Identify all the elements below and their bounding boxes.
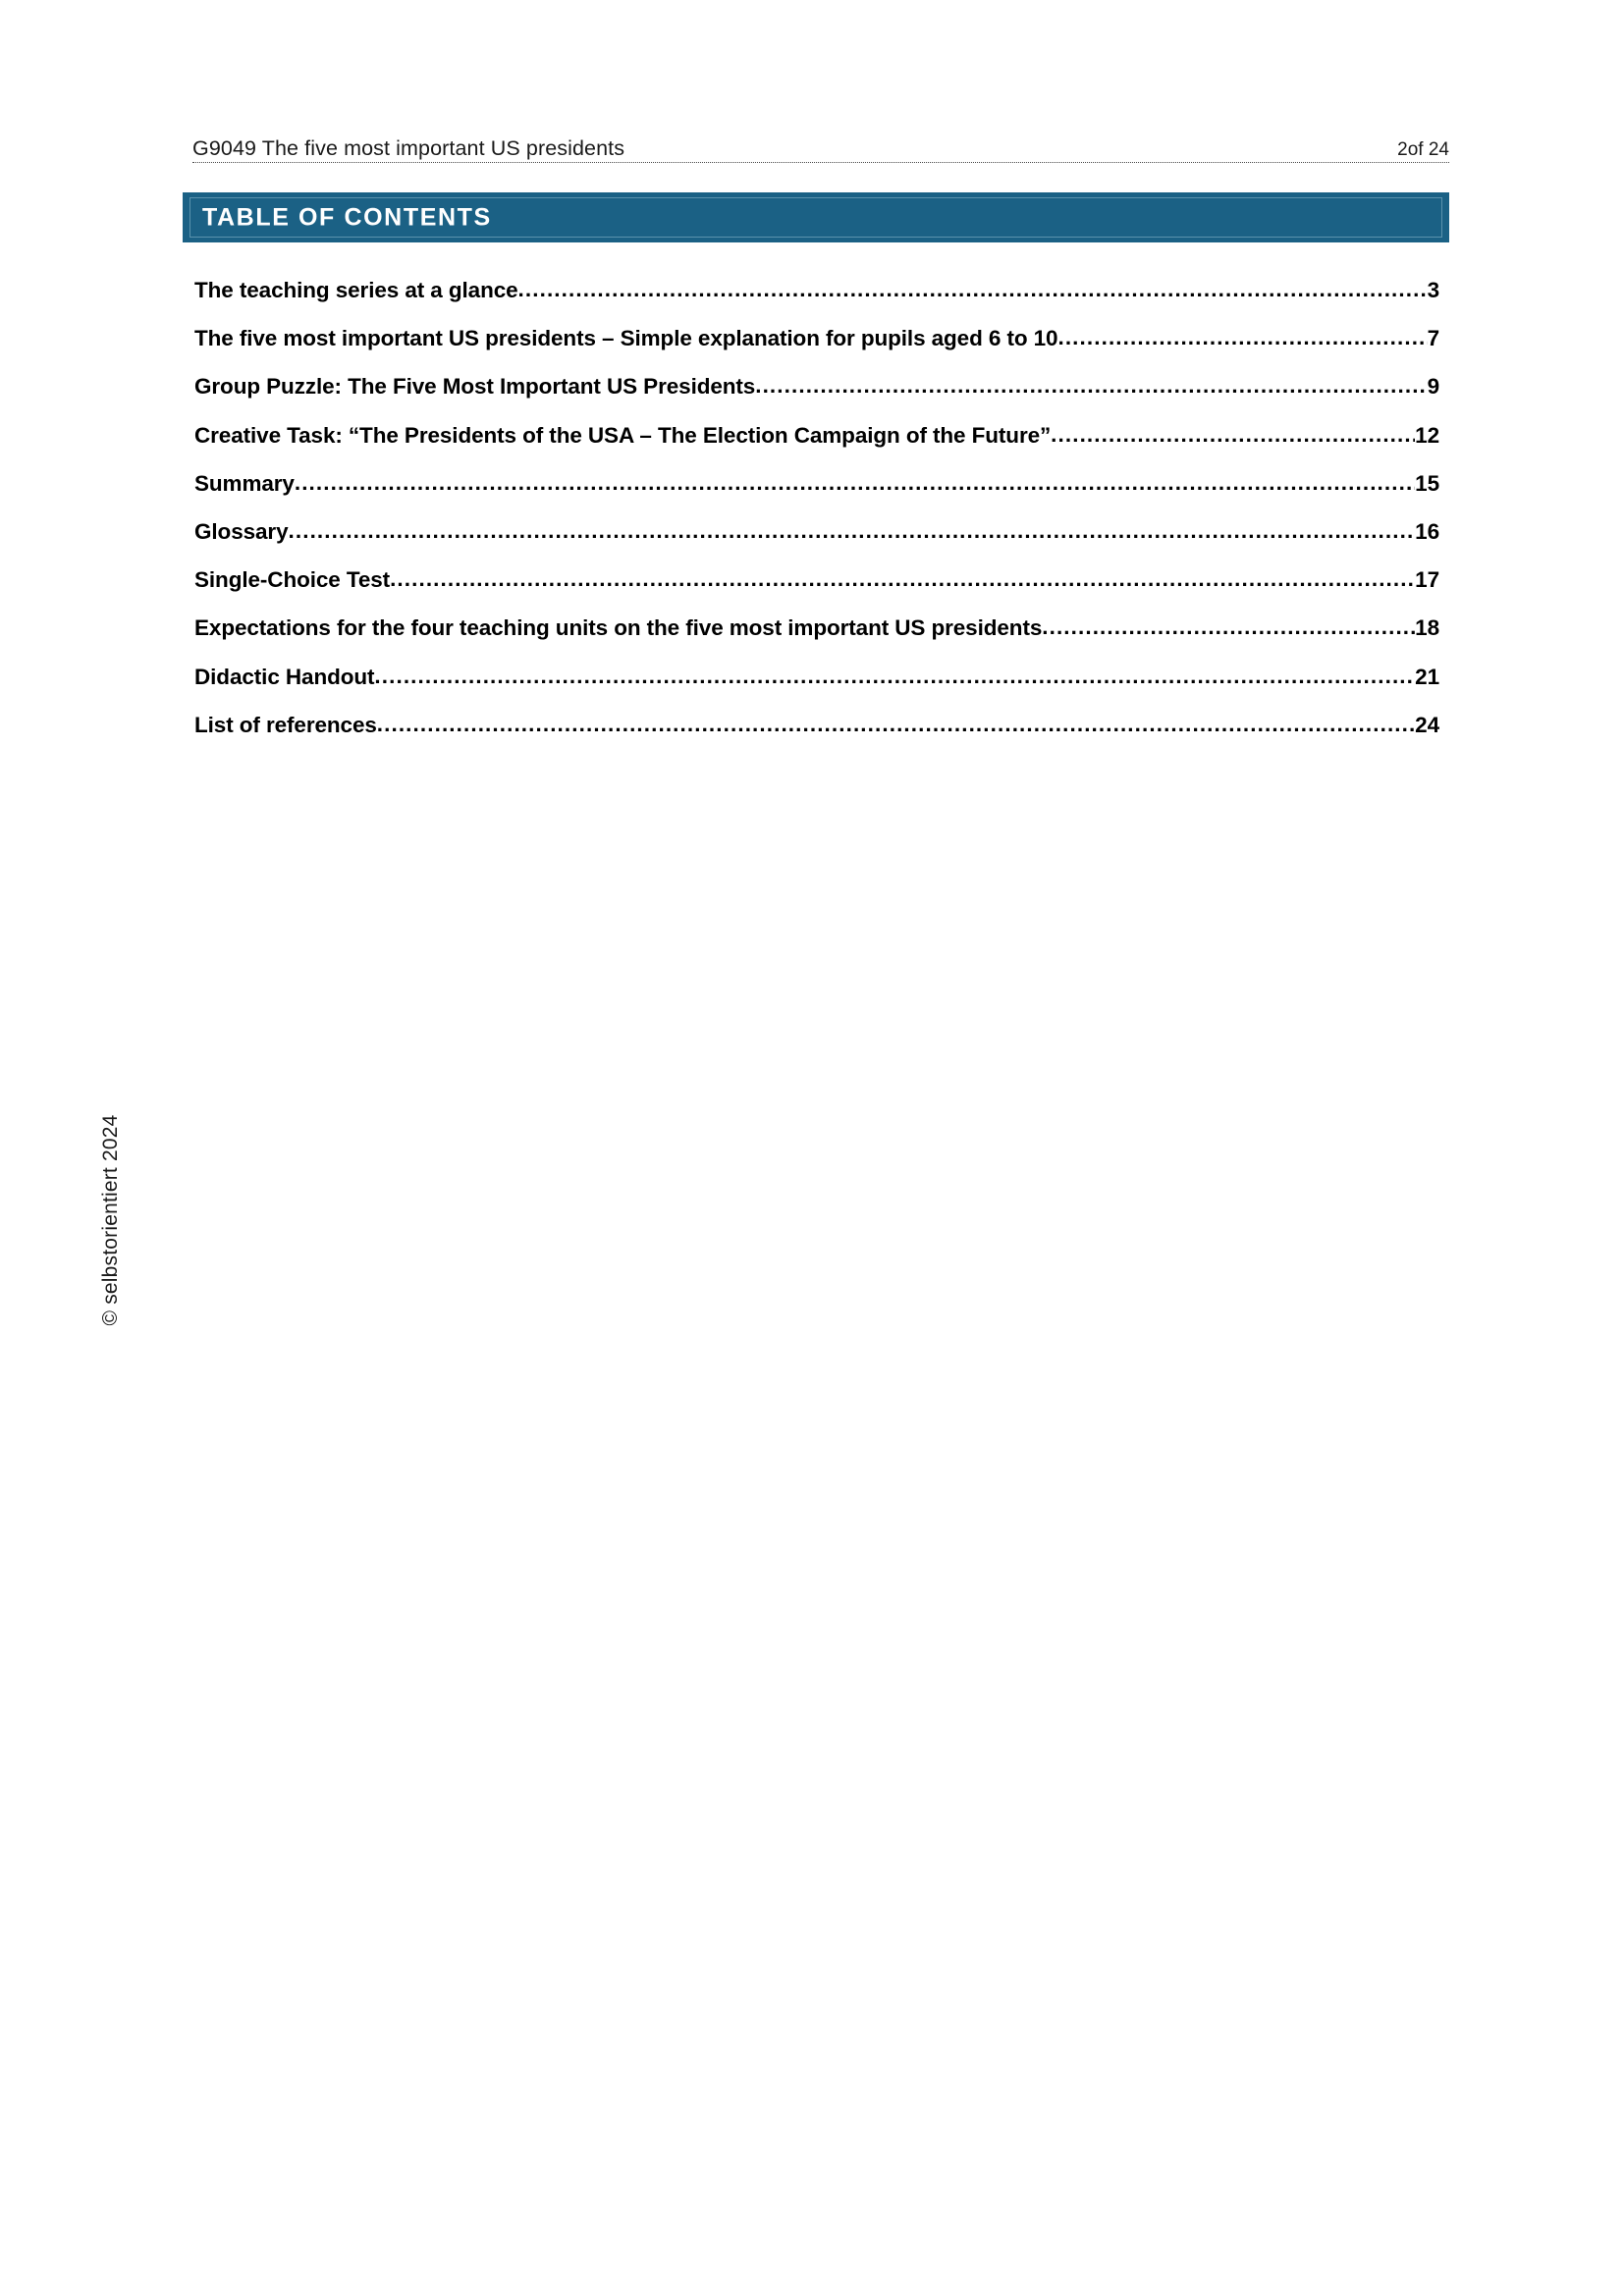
toc-entry[interactable] <box>194 713 1439 761</box>
toc-entry-title: Glossary <box>194 518 289 544</box>
toc-entry-page-number: 16 <box>1415 518 1439 544</box>
table-of-contents-list <box>194 278 1439 761</box>
toc-leader-dots <box>1051 422 1415 448</box>
toc-entry-title: Summary <box>194 470 295 496</box>
toc-leader-dots <box>390 566 1415 592</box>
toc-entry-title: Group Puzzle: The Five Most Important US Presidents <box>194 374 756 400</box>
header-divider-rule <box>192 162 1449 163</box>
toc-entry-title: The five most important US presidents – Simple explanation for pupils aged 6 to 10 <box>194 326 1058 351</box>
toc-entry-page-number: 18 <box>1415 615 1439 641</box>
toc-entry-page-number: 15 <box>1415 470 1439 496</box>
toc-entry-page-number: 24 <box>1415 712 1439 737</box>
toc-entry[interactable] <box>194 278 1439 326</box>
toc-leader-dots <box>1057 325 1427 350</box>
table-of-contents-banner <box>183 192 1449 242</box>
toc-leader-dots <box>518 277 1428 302</box>
copyright-notice <box>94 1058 128 1382</box>
toc-leader-dots <box>374 664 1415 689</box>
toc-entry-page-number: 7 <box>1427 326 1439 351</box>
toc-entry-title: Didactic Handout <box>194 664 375 689</box>
copyright-text: © selbstorientiert 2024 <box>99 1114 122 1326</box>
toc-entry[interactable] <box>194 567 1439 615</box>
toc-entry-page-number: 21 <box>1415 664 1439 689</box>
table-of-contents-heading: TABLE OF CONTENTS <box>202 203 492 231</box>
toc-entry[interactable] <box>194 326 1439 374</box>
toc-entry-title: List of references <box>194 712 377 737</box>
toc-entry[interactable] <box>194 374 1439 422</box>
toc-entry[interactable] <box>194 519 1439 567</box>
toc-entry[interactable] <box>194 423 1439 471</box>
toc-entry-title: Expectations for the four teaching units on the five most important US presidents <box>194 615 1043 641</box>
toc-entry-title: Single-Choice Test <box>194 567 391 593</box>
toc-entry-page-number: 9 <box>1427 374 1439 400</box>
toc-entry[interactable] <box>194 615 1439 664</box>
running-header-title: G9049 The five most important US presidents <box>192 135 625 160</box>
toc-entry[interactable] <box>194 471 1439 519</box>
toc-entry-page-number: 3 <box>1427 278 1439 302</box>
toc-entry[interactable] <box>194 665 1439 713</box>
toc-leader-dots <box>295 470 1415 496</box>
toc-entry-title: The teaching series at a glance <box>194 278 518 302</box>
toc-entry-page-number: 12 <box>1415 422 1439 448</box>
toc-leader-dots <box>1042 614 1415 640</box>
toc-entry-page-number: 17 <box>1415 567 1439 593</box>
toc-leader-dots <box>289 518 1416 544</box>
page-number-indicator: 2of 24 <box>1397 139 1449 160</box>
toc-entry-title: Creative Task: “The Presidents of the USA – The Election Campaign of the Future” <box>194 422 1052 448</box>
running-header <box>192 126 1449 159</box>
toc-leader-dots <box>755 373 1427 399</box>
toc-leader-dots <box>377 712 1415 737</box>
